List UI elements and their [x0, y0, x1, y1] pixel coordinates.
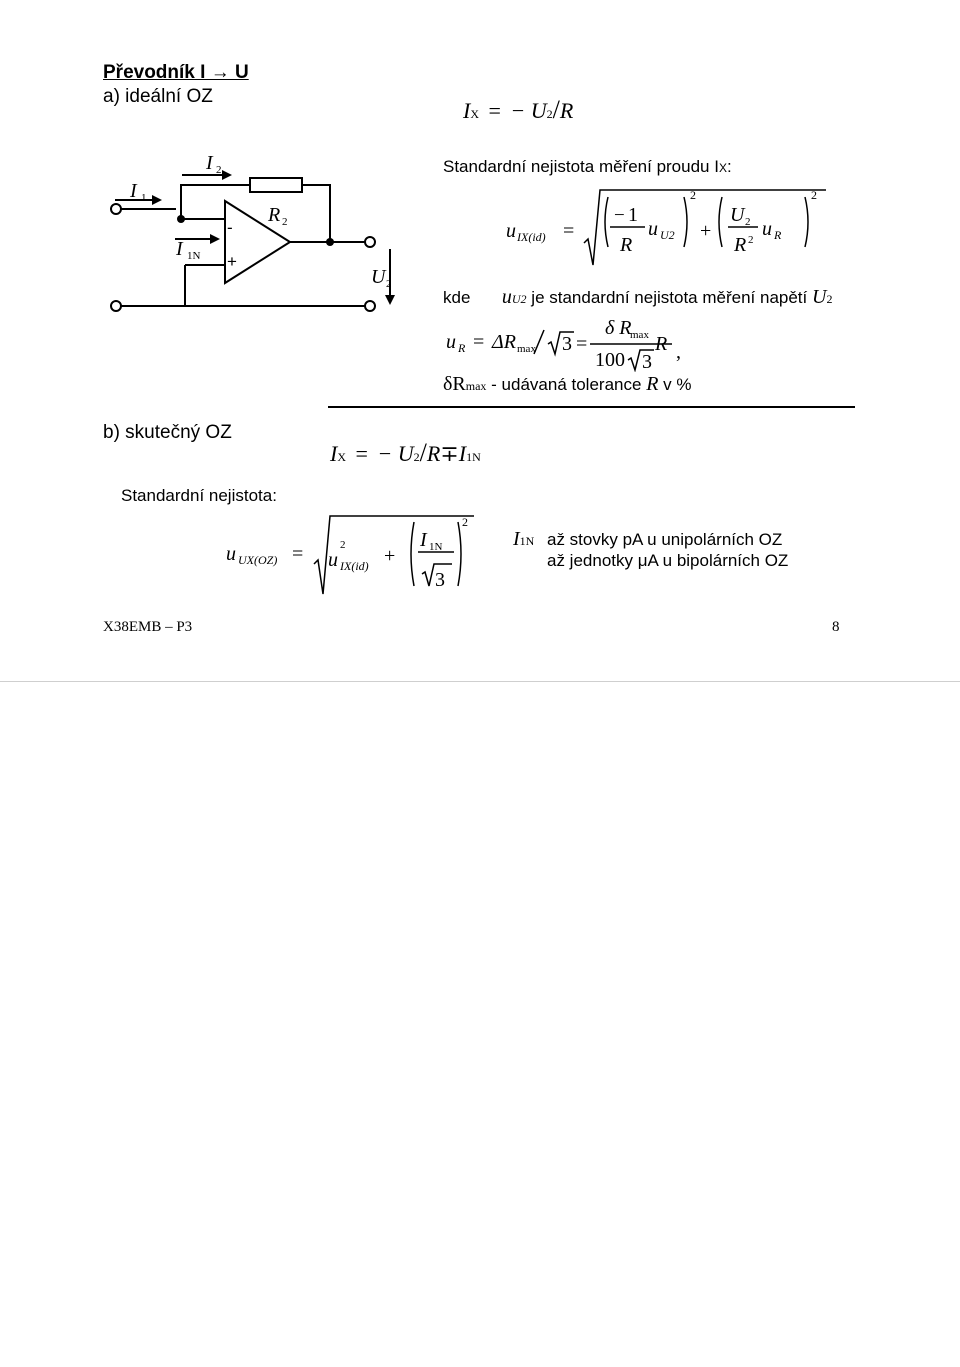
- svg-text:3: 3: [562, 333, 572, 355]
- svg-text:UX(OZ): UX(OZ): [238, 553, 278, 567]
- svg-text:u: u: [648, 218, 658, 240]
- section-a-heading: a) ideální OZ: [103, 86, 213, 107]
- svg-text:R: R: [774, 228, 782, 242]
- uix-formula: [500, 185, 830, 275]
- svg-text:R: R: [458, 341, 466, 355]
- svg-text:δ R: δ R: [605, 317, 632, 339]
- i1n-note-line1: až stovky pA u unipolárních OZ: [547, 530, 783, 549]
- svg-text:I: I: [420, 529, 427, 551]
- svg-text:,: ,: [676, 341, 681, 363]
- page-title: Převodník I → U: [103, 62, 249, 83]
- ur-formula: [440, 310, 710, 372]
- svg-text:=: =: [292, 543, 304, 565]
- minus-sign: -: [227, 218, 233, 237]
- svg-text:=: =: [473, 331, 485, 353]
- svg-text:1N: 1N: [429, 541, 443, 553]
- svg-text:=: =: [563, 220, 575, 242]
- svg-text:2: 2: [386, 278, 392, 290]
- i1n-label: I: [176, 238, 183, 260]
- r2-label: R: [268, 204, 281, 226]
- svg-text:u: u: [762, 218, 772, 240]
- i2-label: I: [206, 152, 213, 174]
- svg-text:2: 2: [811, 188, 817, 202]
- svg-text:2: 2: [748, 234, 754, 246]
- section-b-heading: b) skutečný OZ: [103, 422, 232, 443]
- kde-line: kde uU2 je standardní nejistota měření napětí U2: [443, 286, 833, 308]
- svg-text:R: R: [734, 234, 747, 256]
- svg-text:2: 2: [745, 216, 751, 228]
- section-divider: [328, 406, 855, 408]
- svg-text:2: 2: [462, 515, 468, 529]
- svg-text:3: 3: [642, 351, 652, 372]
- uux-formula: [222, 512, 482, 602]
- u2-label: U: [371, 266, 386, 288]
- svg-text:U2: U2: [660, 228, 675, 242]
- i1n-note-line2: až jednotky μA u bipolárních OZ: [547, 551, 789, 570]
- svg-text:ΔR: ΔR: [492, 331, 516, 353]
- delta-rmax-line: δRmax - udávaná tolerance R v %: [443, 373, 692, 395]
- svg-text:=: =: [576, 333, 588, 355]
- i1-label: I: [130, 180, 137, 202]
- svg-text:u: u: [226, 543, 236, 565]
- svg-text:max: max: [630, 329, 649, 341]
- svg-text:1: 1: [628, 204, 638, 226]
- svg-text:R: R: [655, 333, 668, 355]
- std-unc-b-label: Standardní nejistota:: [121, 486, 277, 505]
- real-formula: IX = − U2/R∓I1N: [330, 438, 481, 467]
- svg-text:R: R: [620, 234, 633, 256]
- page-bottom-edge: [0, 681, 960, 682]
- svg-text:2: 2: [340, 539, 346, 551]
- svg-text:u: u: [506, 220, 516, 242]
- page-number: 8: [832, 619, 840, 635]
- ideal-formula: IX = − U2/R: [463, 95, 574, 124]
- plus-sign: +: [227, 252, 237, 271]
- svg-text:IX(id): IX(id): [340, 559, 369, 573]
- svg-text:1N: 1N: [187, 250, 201, 262]
- svg-text:U: U: [730, 204, 745, 226]
- svg-text:u: u: [446, 331, 456, 353]
- svg-text:1: 1: [141, 192, 147, 204]
- svg-text:IX(id): IX(id): [517, 230, 546, 244]
- opamp-circuit: [100, 145, 410, 325]
- std-unc-heading: Standardní nejistota měření proudu IX:: [443, 157, 732, 176]
- svg-text:3: 3: [435, 569, 445, 591]
- svg-text:−: −: [614, 205, 625, 226]
- i1n-note-symbol: I1N: [513, 528, 535, 550]
- svg-text:100: 100: [595, 349, 625, 371]
- svg-text:max: max: [517, 343, 536, 355]
- svg-text:u: u: [328, 549, 338, 571]
- svg-text:2: 2: [216, 164, 222, 176]
- svg-text:+: +: [700, 220, 712, 242]
- footer-left: X38EMB – P3: [103, 619, 193, 635]
- svg-text:2: 2: [282, 216, 288, 228]
- svg-text:2: 2: [690, 188, 696, 202]
- svg-text:+: +: [384, 545, 396, 567]
